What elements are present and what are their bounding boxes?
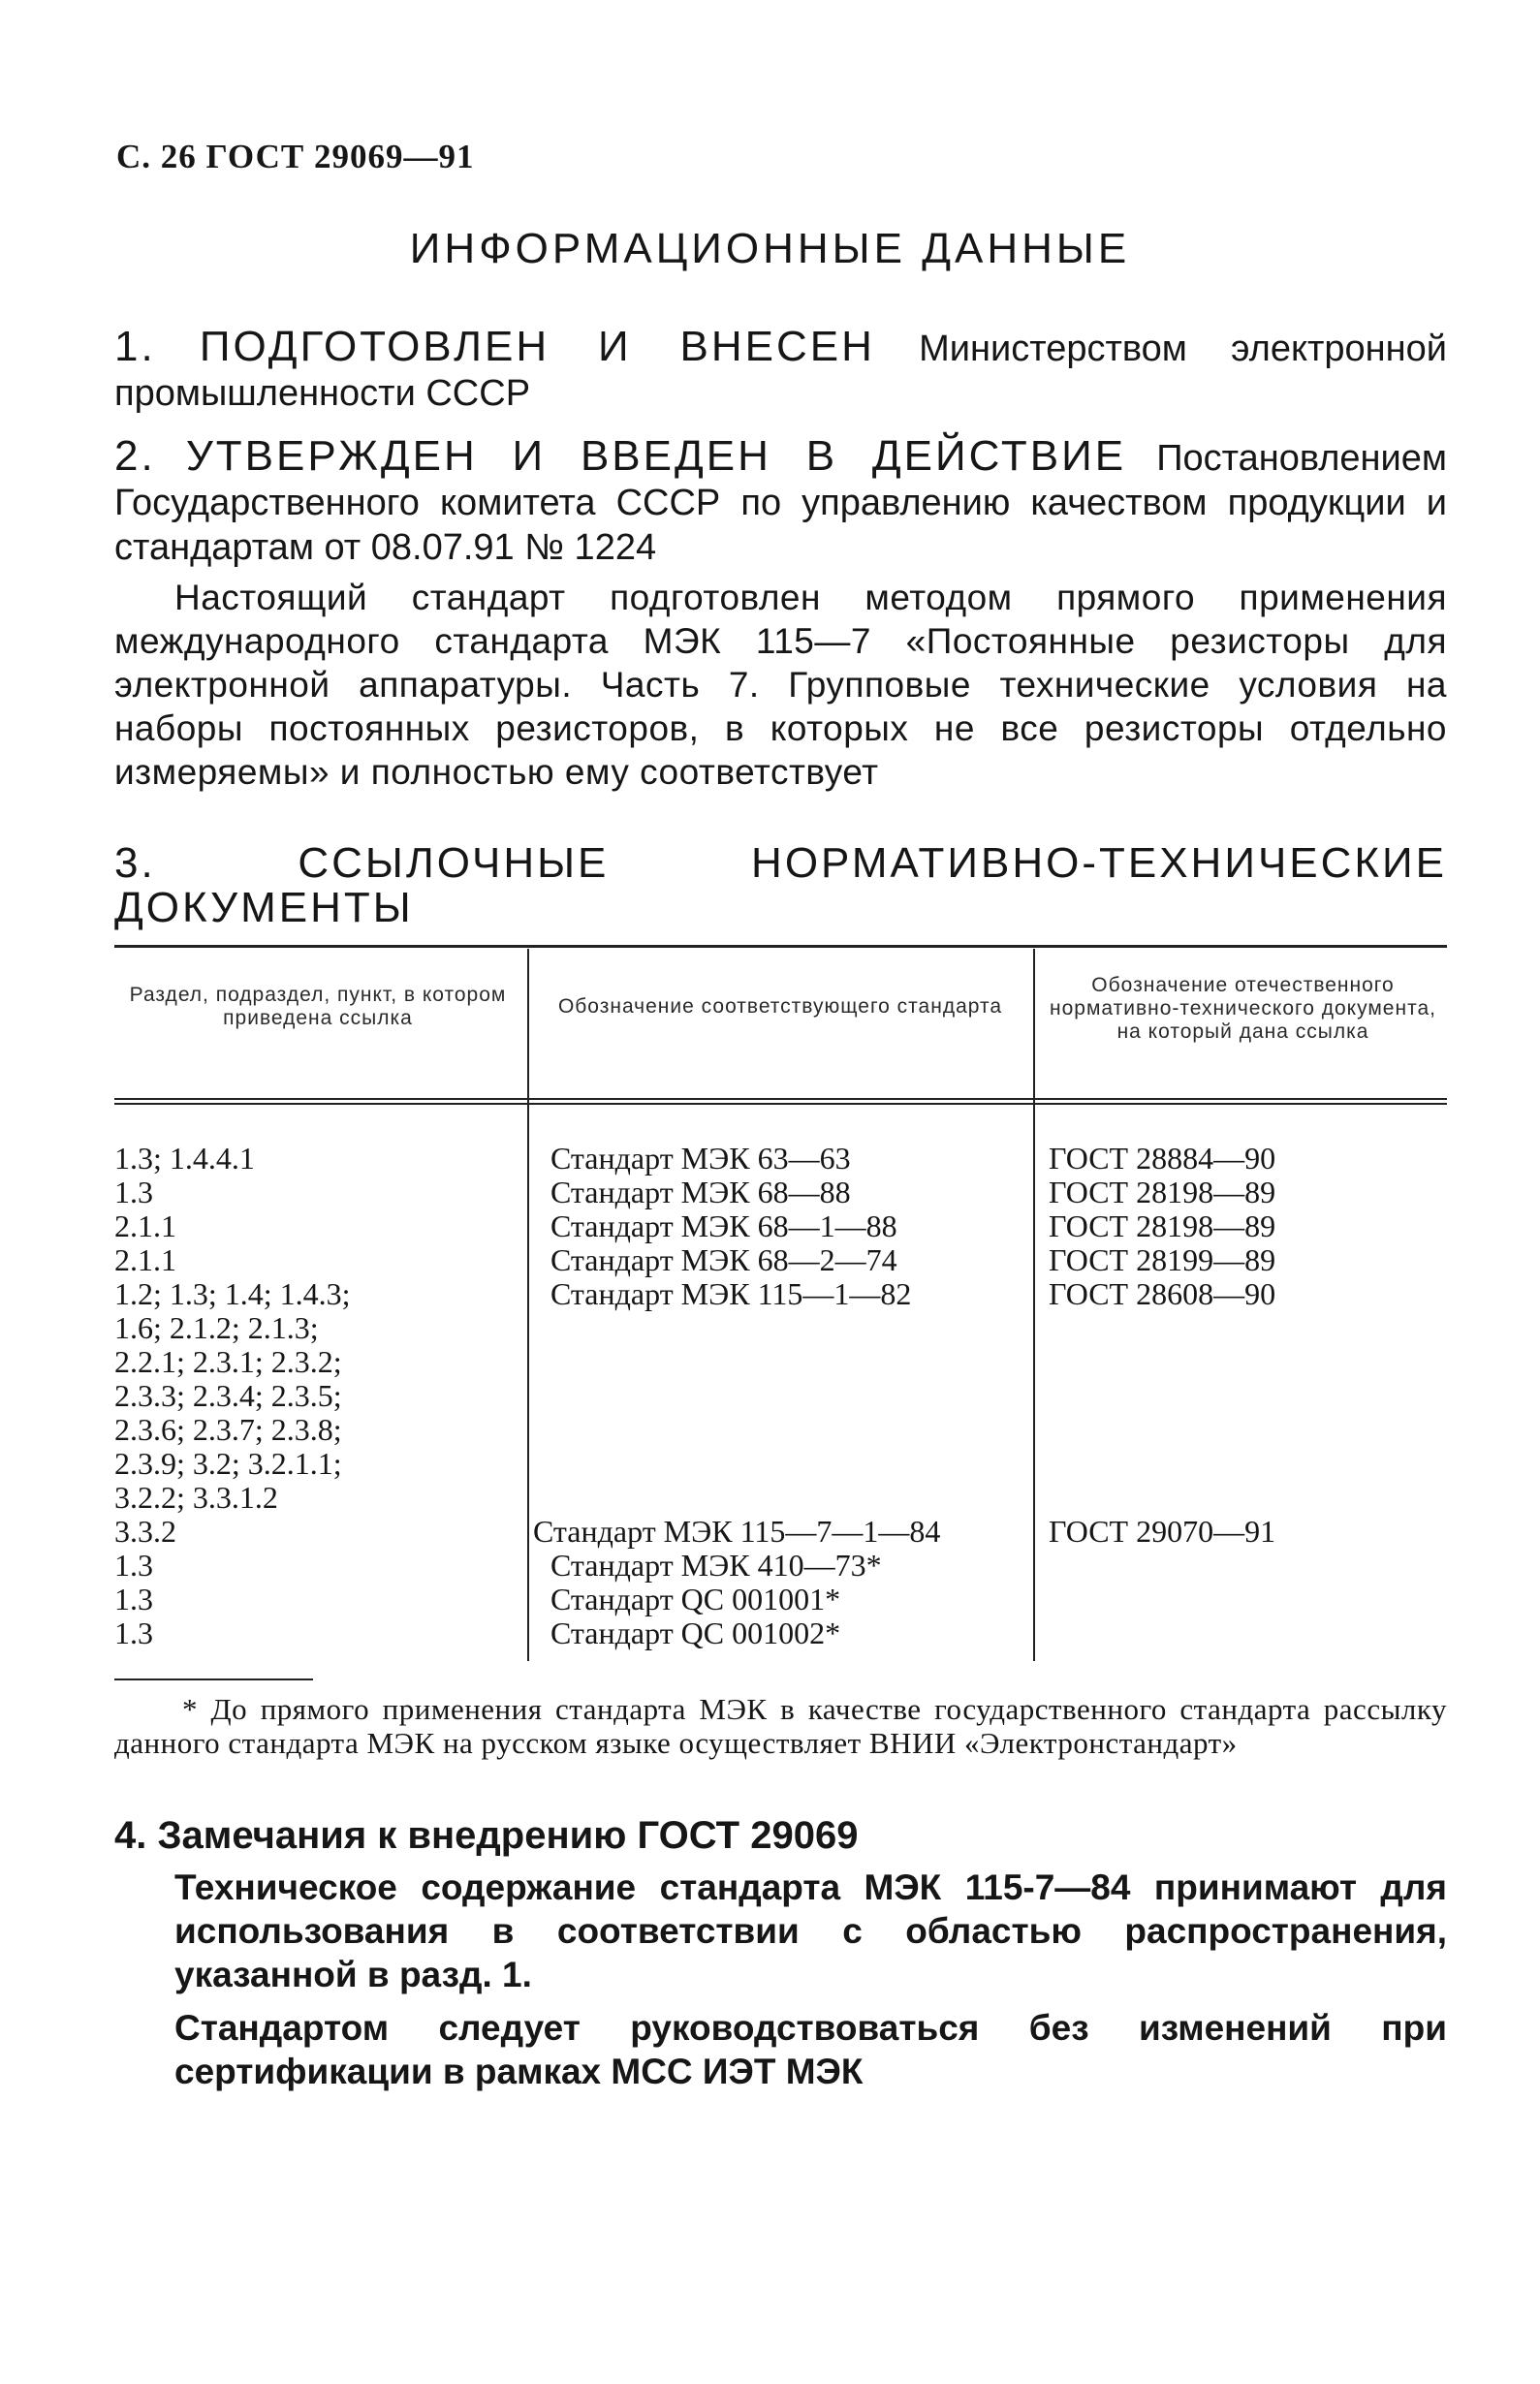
section-1-number: 1. (114, 323, 156, 370)
table-cell: 2.3.3; 2.3.4; 2.3.5; (114, 1378, 342, 1413)
table-cell: 1.6; 2.1.2; 2.1.3; (114, 1310, 319, 1345)
table-cell: Стандарт МЭК 68—2—74 (550, 1242, 897, 1277)
table-cell: 1.2; 1.3; 1.4; 1.4.3; (114, 1276, 351, 1311)
table-cell: Стандарт МЭК 115—7—1—84 (533, 1514, 941, 1549)
section-3-title: ССЫЛОЧНЫЕ НОРМАТИВНО-ТЕХНИЧЕСКИЕ ДОКУМЕНТЫ (114, 839, 1447, 931)
table-cell: Стандарт МЭК 410—73* (550, 1548, 882, 1583)
table-cell: 2.2.1; 2.3.1; 2.3.2; (114, 1344, 342, 1379)
section-3 (114, 841, 1447, 930)
table-header-rule (114, 1098, 1447, 1100)
table-cell: ГОСТ 28198—89 (1049, 1175, 1276, 1209)
table-header-section: Раздел, подраздел, пункт, в котором приведена ссылка (129, 984, 507, 1029)
table-cell: Стандарт QC 001001* (550, 1582, 841, 1616)
table-column-gost-bottom (1049, 1515, 1275, 1549)
footnote-rule (114, 1678, 313, 1680)
section-2-text: Постановлением Государственного комитета СССР по управлению качеством продукции и стандартам от 08.07.91 № 1224 (114, 438, 1448, 568)
table-cell: ГОСТ 29070—91 (1049, 1514, 1276, 1549)
table-cell: ГОСТ 28884—90 (1049, 1141, 1276, 1176)
section-2 (114, 434, 1447, 794)
table-column-standards-bottom (533, 1515, 940, 1650)
table-cell: 3.2.2; 3.3.1.2 (114, 1480, 278, 1515)
section-1 (114, 325, 1447, 416)
table-cell: 1.3 (114, 1175, 153, 1209)
table-cell: 3.3.2 (114, 1514, 176, 1549)
table-cell: Стандарт МЭК 115—1—82 (550, 1276, 912, 1311)
section-4-paragraph-2: Стандартом следует руководствоваться без изменений при сертификации в рамках МСС ИЭТ МЭК (174, 2008, 1447, 2091)
table-top-rule (114, 945, 1447, 948)
table-cell: 1.3; 1.4.4.1 (114, 1141, 255, 1176)
references-table (114, 945, 1447, 1672)
section-2-number: 2. (114, 432, 156, 480)
table-cell: 2.1.1 (114, 1208, 176, 1243)
section-2-lead: УТВЕРЖДЕН И ВВЕДЕН В ДЕЙСТВИЕ (185, 432, 1127, 480)
table-cell: Стандарт МЭК 63—63 (550, 1141, 851, 1176)
table-column-divider-1 (527, 949, 529, 1661)
section-1-lead: ПОДГОТОВЛЕН И ВНЕСЕН (199, 323, 875, 370)
table-cell: 2.1.1 (114, 1242, 176, 1277)
table-cell: 1.3 (114, 1615, 153, 1650)
table-cell: 2.3.6; 2.3.7; 2.3.8; (114, 1412, 342, 1447)
section-2-paragraph: Настоящий стандарт подготовлен методом прямого применения международного стандарта МЭК 115—7 «Постоянные резисторы для электронной аппаратуры. Часть 7. Групповые технические условия на наборы постоянных резисторов, в которых не все резисторы отдельно измеряемы» и полностью ему соответствует (114, 578, 1447, 792)
table-cell: ГОСТ 28198—89 (1049, 1208, 1276, 1243)
document-title: ИНФОРМАЦИОННЫЕ ДАННЫЕ (409, 225, 1131, 272)
table-cell: 1.3 (114, 1582, 153, 1616)
table-header-standard: Обозначение соответствующего стандарта (557, 995, 1003, 1018)
table-cell: Стандарт МЭК 68—88 (550, 1175, 851, 1209)
page-header: С. 26 ГОСТ 29069—91 (116, 138, 475, 175)
table-header-rule-double (114, 1103, 1447, 1105)
table-column-standards-top (550, 1142, 911, 1311)
table-cell: ГОСТ 28608—90 (1049, 1276, 1276, 1311)
table-cell: Стандарт QC 001002* (550, 1615, 841, 1650)
table-cell: 2.3.9; 3.2; 3.2.1.1; (114, 1446, 342, 1481)
table-header-domestic-doc: Обозначение отечественного нормативно-технического документа, на который дана ссылка (1050, 974, 1436, 1043)
section-1-text: Министерством электронной промышленности СССР (114, 329, 1448, 414)
table-cell: ГОСТ 28199—89 (1049, 1242, 1276, 1277)
section-3-number: 3. (114, 839, 156, 887)
table-column-divider-2 (1033, 949, 1035, 1661)
table-cell: 1.3 (114, 1548, 153, 1583)
section-4-paragraph-1: Техническое содержание стандарта МЭК 115-7—84 принимают для использования в соответствии с областью распространения, указанной в разд. 1. (174, 1867, 1447, 1994)
table-column-gost-top (1049, 1142, 1275, 1311)
section-4-title: 4. Замечания к внедрению ГОСТ 29069 (114, 1814, 859, 1857)
table-column-sections (114, 1142, 351, 1650)
table-cell: Стандарт МЭК 68—1—88 (550, 1208, 897, 1243)
footnote: * До прямого применения стандарта МЭК в качестве государственного стандарта рассылку данного стандарта МЭК на русском языке осуществляет ВНИИ «Электронстандарт» (114, 1692, 1447, 1760)
